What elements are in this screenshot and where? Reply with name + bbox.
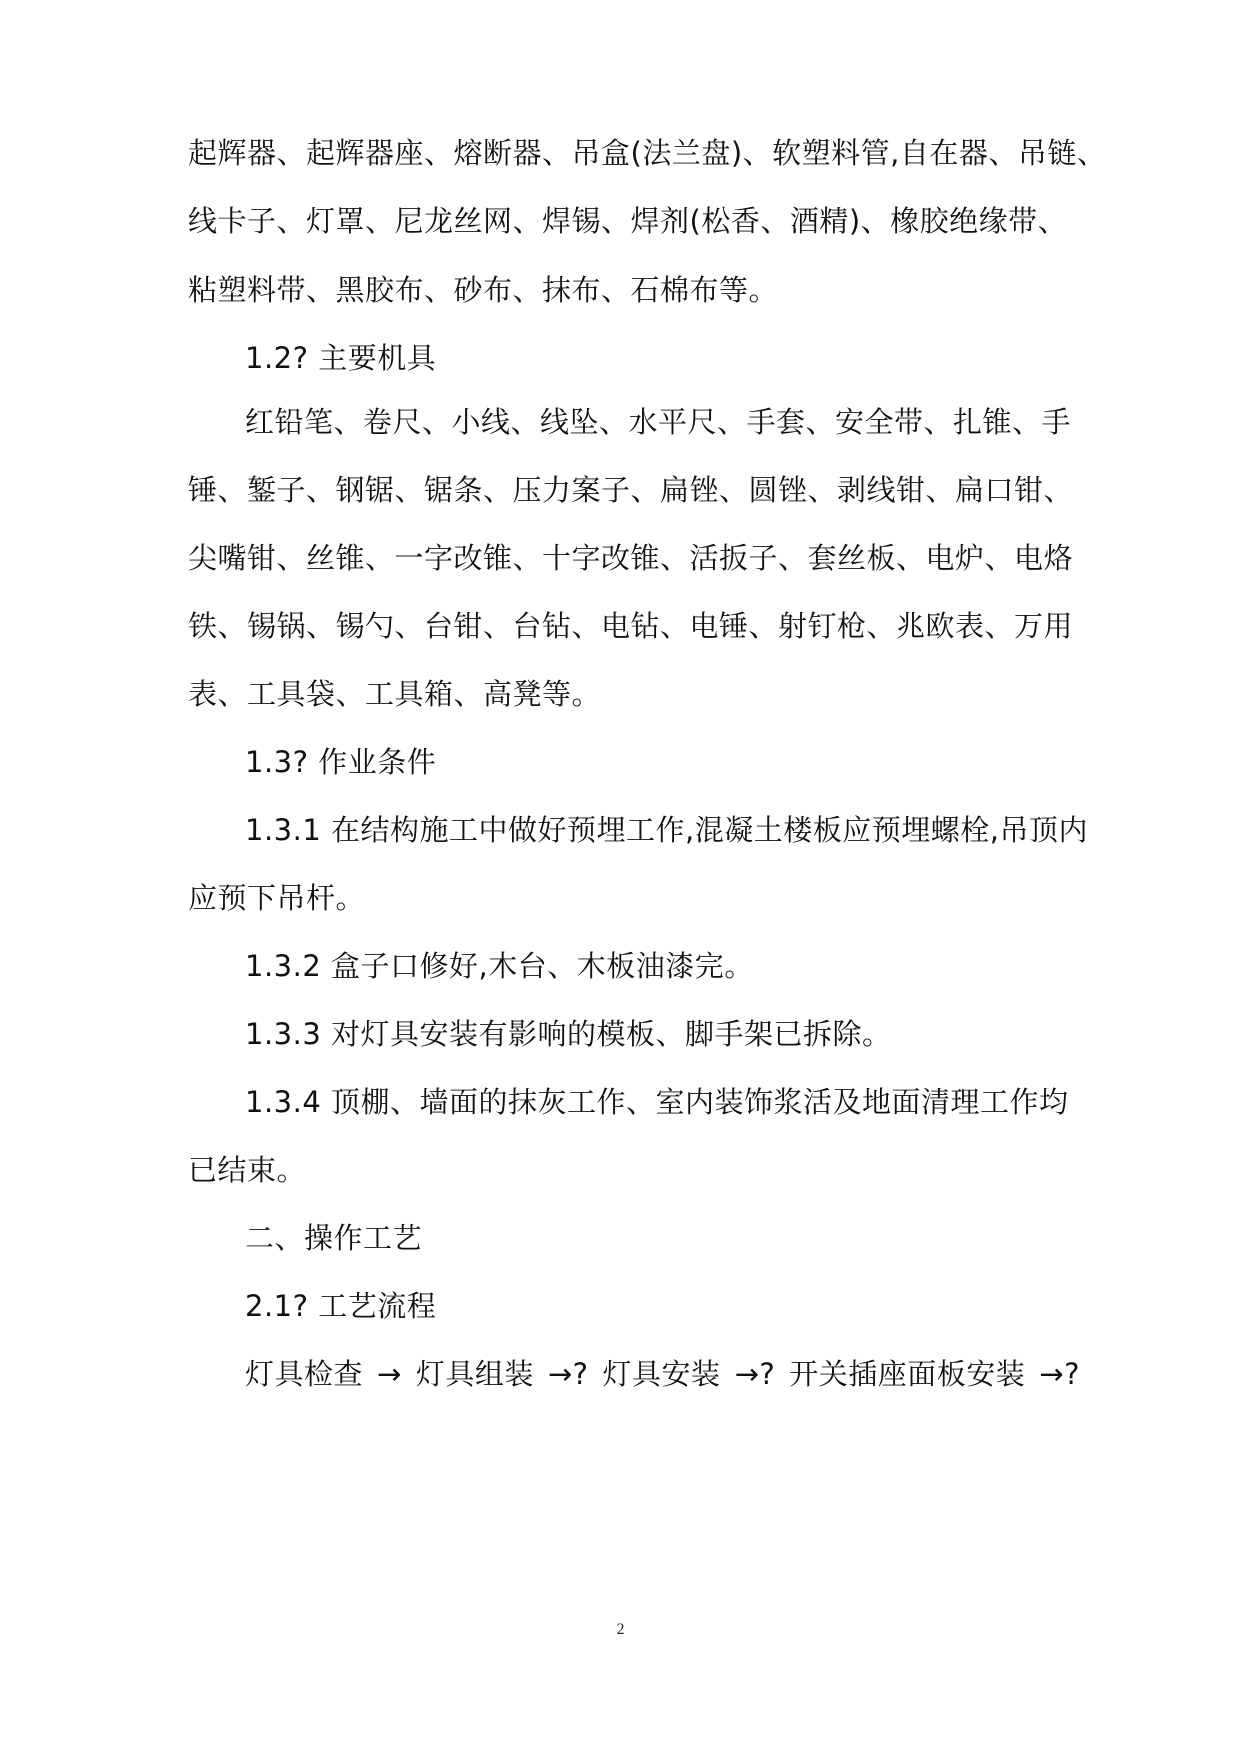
page-number: 2 bbox=[616, 1621, 625, 1638]
text-line: 1.3.4 顶棚、墙面的抹灰工作、室内装饰浆活及地面清理工作均 bbox=[245, 1085, 1069, 1119]
flow-step: 开关插座面板安装 bbox=[789, 1357, 1026, 1391]
section-heading: 1.3? 作业条件 bbox=[245, 745, 437, 779]
process-flow bbox=[0, 1354, 1241, 1394]
section-heading: 1.2? 主要机具 bbox=[245, 341, 437, 375]
text-line: 铁、锡锅、锡勺、台钳、台钻、电钻、电锤、射钉枪、兆欧表、万用 bbox=[188, 609, 1074, 643]
text-line: 1.3.2 盒子口修好,木台、木板油漆完。 bbox=[245, 949, 754, 983]
text-line: 1.3.1 在结构施工中做好预埋工作,混凝土楼板应预埋螺栓,吊顶内 bbox=[245, 813, 1088, 847]
text-line: 已结束。 bbox=[188, 1153, 307, 1187]
text-line: 线卡子、灯罩、尼龙丝网、焊锡、焊剂(松香、酒精)、橡胶绝缘带、 bbox=[188, 204, 1068, 238]
text-line: 红铅笔、卷尺、小线、线坠、水平尺、手套、安全带、扎锥、手 bbox=[245, 405, 1072, 439]
text-line: 起辉器、起辉器座、熔断器、吊盒(法兰盘)、软塑料管,自在器、吊链、 bbox=[188, 136, 1107, 170]
section-heading: 二、操作工艺 bbox=[245, 1221, 423, 1255]
section-heading: 2.1? 工艺流程 bbox=[245, 1289, 437, 1323]
text-line: 1.3.3 对灯具安装有影响的模板、脚手架已拆除。 bbox=[245, 1017, 892, 1051]
flow-step: 灯具组装 bbox=[415, 1357, 534, 1391]
flow-arrow: →? bbox=[1039, 1357, 1080, 1391]
text-line: 锤、錾子、钢锯、锯条、压力案子、扁锉、圆锉、剥线钳、扁口钳、 bbox=[188, 473, 1074, 507]
flow-arrow: →? bbox=[547, 1357, 589, 1391]
text-line: 表、工具袋、工具箱、高凳等。 bbox=[188, 677, 602, 711]
text-line: 粘塑料带、黑胶布、砂布、抹布、石棉布等。 bbox=[188, 273, 779, 307]
flow-step: 灯具安装 bbox=[602, 1357, 721, 1391]
flow-step: 灯具检查 bbox=[245, 1357, 364, 1391]
flow-arrow: → bbox=[377, 1357, 402, 1391]
text-line: 尖嘴钳、丝锥、一字改锥、十字改锥、活扳子、套丝板、电炉、电烙 bbox=[188, 541, 1074, 575]
text-line: 应预下吊杆。 bbox=[188, 881, 366, 915]
flow-arrow: →? bbox=[734, 1357, 776, 1391]
